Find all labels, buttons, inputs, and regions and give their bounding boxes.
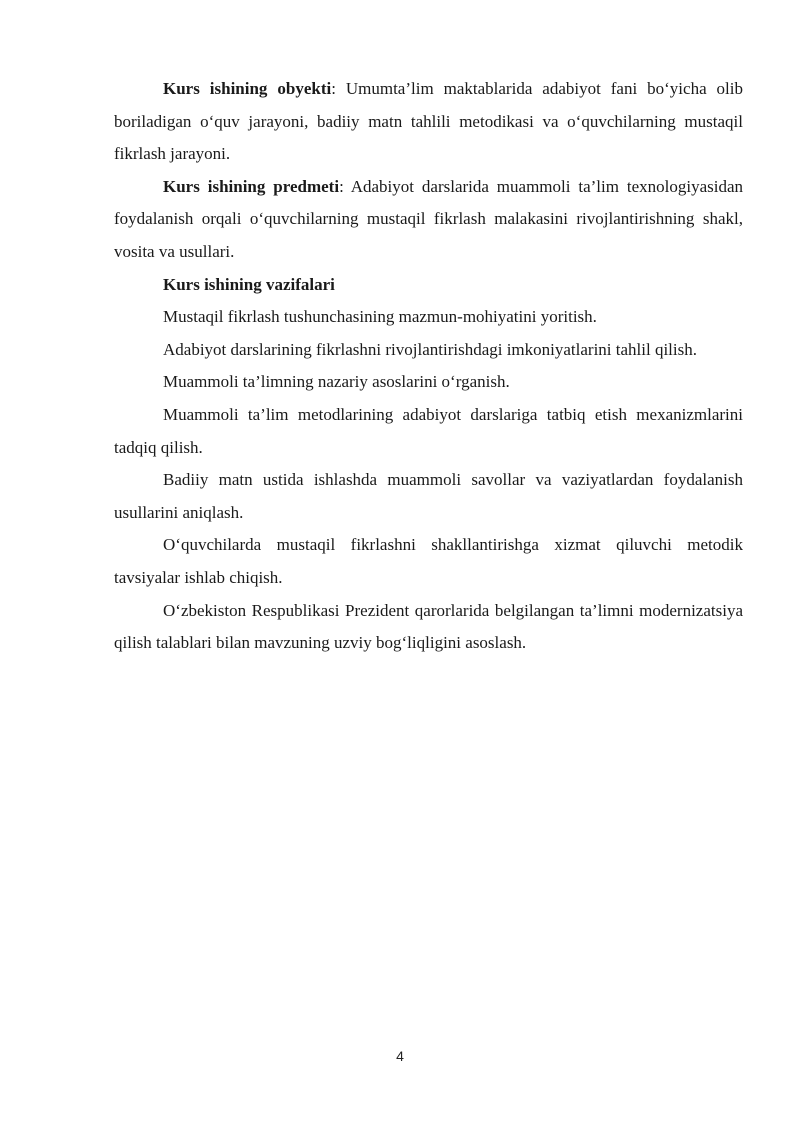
task-item: Adabiyot darslarining fikrlashni rivojlantirishdagi imkoniyatlarini tahlil qilish.	[163, 339, 697, 359]
task-item: Badiiy matn ustida ishlashda muammoli savollar va vaziyatlardan foydalanish usullarini aniqlash.	[114, 470, 743, 522]
task-item: O‘quvchilarda mustaqil fikrlashni shakllantirishga xizmat qiluvchi metodik tavsiyalar ishlab chiqish.	[114, 535, 743, 587]
object-paragraph	[114, 73, 743, 171]
task-item: O‘zbekiston Respublikasi Prezident qarorlarida belgilangan ta’limni modernizatsiya qilish talablari bilan mavzuning uzviy bog‘liqligini asoslash.	[114, 600, 743, 653]
document-body	[114, 73, 743, 660]
object-text: : Umumta’lim maktablarida adabiyot fani bo‘yicha olib boriladigan o‘quv jarayoni, badiiy matn tahlili metodikasi va o‘quvchilarning mustaqil fikrlash jarayoni.	[114, 79, 743, 164]
object-label: Kurs ishining obyekti	[163, 79, 332, 98]
subject-label: Kurs ishining predmeti	[163, 176, 340, 196]
tasks-heading: Kurs ishining vazifalari	[163, 274, 335, 294]
subject-text: : Adabiyot darslarida muammoli ta’lim texnologiyasidan foydalanish orqali o‘quvchilarning mustaqil fikrlash malakasini rivojlantirishning shakl, vosita va usullari.	[114, 176, 743, 261]
task-item: Mustaqil fikrlash tushunchasining mazmun-mohiyatini yoritish.	[163, 307, 597, 327]
task-item: Muammoli ta’limning nazariy asoslarini o‘rganish.	[163, 372, 510, 392]
subject-paragraph	[114, 171, 743, 269]
task-item: Muammoli ta’lim metodlarining adabiyot darslariga tatbiq etish mexanizmlarini tadqiq qilish.	[114, 404, 743, 457]
page-number: 4	[396, 1048, 404, 1064]
